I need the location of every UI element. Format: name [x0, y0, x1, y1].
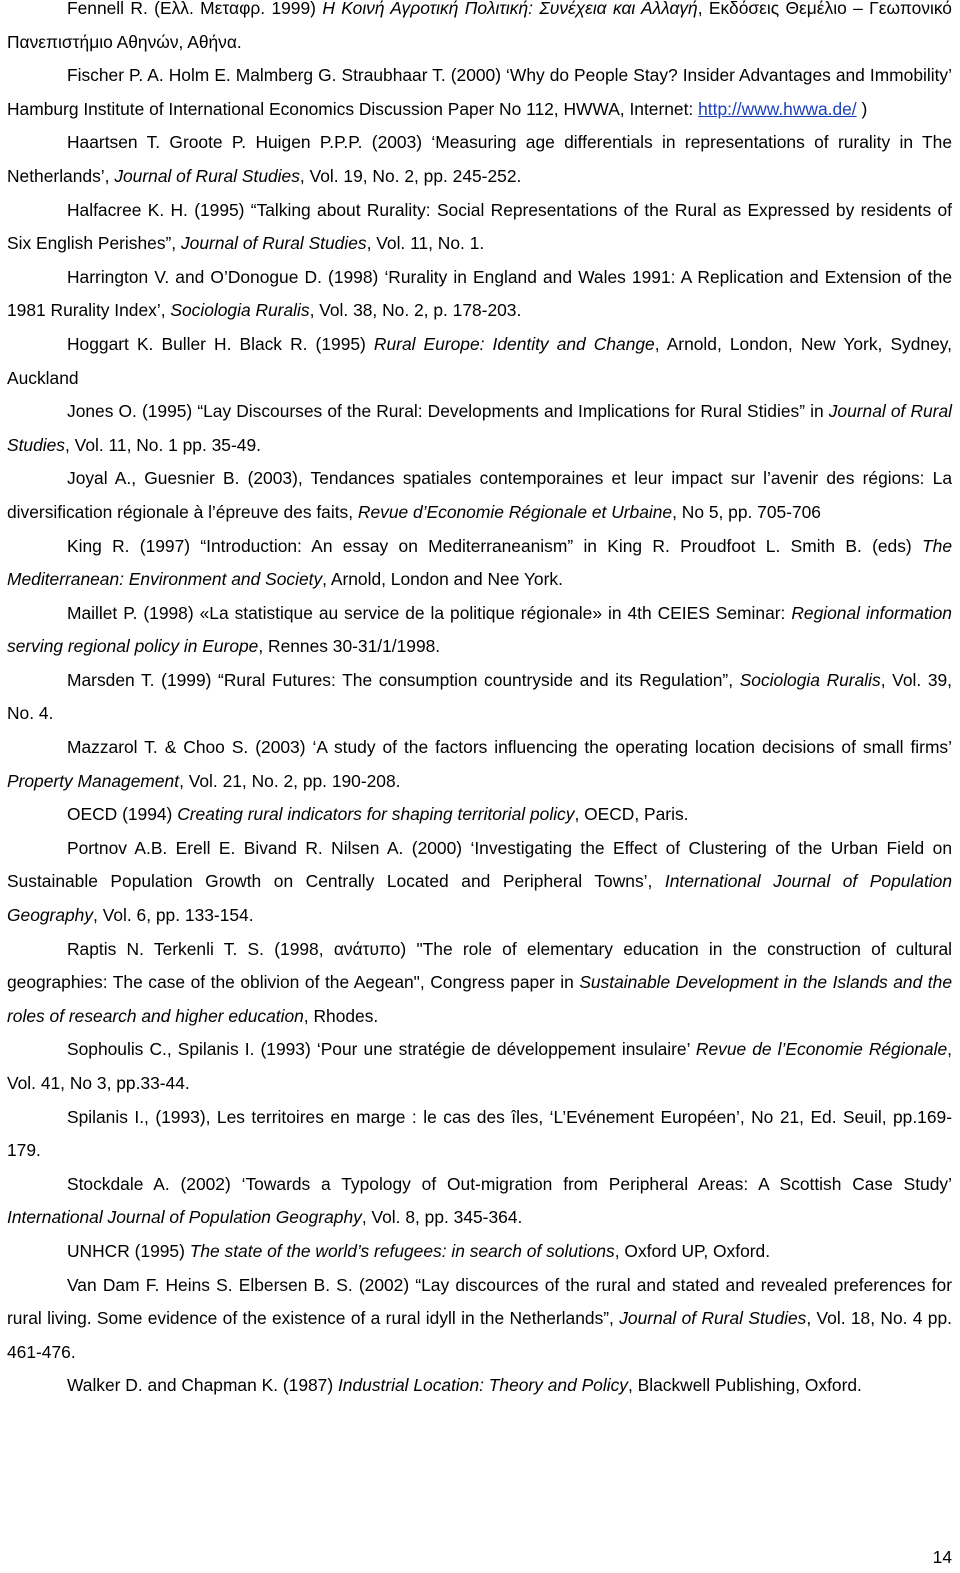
reference-text: King R. (1997) “Introduction: An essay on Mediterraneanism” in King R. Proudfoot L. Smith B. (eds) — [67, 535, 923, 556]
reference-text: , Vol. 8, pp. 345-364. — [361, 1207, 523, 1228]
reference-entry — [7, 126, 952, 193]
page-number: 14 — [932, 1547, 952, 1567]
reference-source-title: Journal of Rural Studies — [619, 1308, 807, 1329]
reference-text: , Vol. 11, No. 1 pp. 35-49. — [65, 434, 261, 455]
reference-source-title: The state of the world’s refugees: in search of solutions — [189, 1240, 615, 1261]
reference-text: , Εκδόσεις Θεμέλιο – Γεωπονικό Πανεπιστήμιο Αθηνών, Αθήνα. — [7, 0, 952, 52]
reference-entry — [7, 1168, 952, 1235]
reference-text: , Vol. 6, pp. 133-154. — [93, 905, 254, 926]
reference-source-title: Creating rural indicators for shaping territorial policy — [177, 804, 575, 825]
reference-text: , OECD, Paris. — [574, 804, 689, 825]
reference-entry — [7, 59, 952, 126]
reference-entry — [7, 1101, 952, 1168]
reference-text: , Rhodes. — [303, 1005, 379, 1026]
reference-text: UNHCR (1995) — [67, 1240, 190, 1261]
reference-text: , Vol. 21, No. 2, pp. 190-208. — [179, 770, 401, 791]
reference-source-title: Journal of Rural Studies — [180, 233, 367, 254]
reference-source-title: International Journal of Population Geography — [7, 871, 952, 926]
reference-entry — [7, 530, 952, 597]
reference-entry — [7, 1369, 952, 1403]
reference-entry — [7, 731, 952, 798]
reference-list — [7, 0, 952, 1403]
reference-text: , Arnold, London, New York, Sydney, Auckland — [7, 333, 952, 388]
reference-text: , Vol. 19, No. 2, pp. 245-252. — [299, 165, 522, 186]
reference-entry — [7, 664, 952, 731]
reference-entry — [7, 1235, 952, 1269]
reference-text: , Vol. 11, No. 1. — [366, 233, 485, 254]
reference-source-title: International Journal of Population Geography — [7, 1207, 362, 1228]
reference-text: Fischer P. A. Holm E. Malmberg G. Straubhaar T. (2000) ‘Why do People Stay? Insider Advantages and Immobility’ Hamburg Institute of International Economics Discussion Paper No 112, HWWA, Internet: — [7, 65, 952, 119]
reference-entry — [7, 597, 952, 664]
reference-text: Marsden T. (1999) “Rural Futures: The consumption countryside and its Regulation”, — [67, 669, 740, 690]
reference-source-title: Revue d’Economie Régionale et Urbaine — [357, 501, 673, 522]
reference-link[interactable]: http://www.hwwa.de/ — [698, 98, 857, 119]
reference-text: , Vol. 39, No. 4. — [7, 669, 952, 724]
reference-source-title: The Mediterranean: Environment and Society — [7, 535, 952, 590]
reference-text: OECD (1994) — [67, 804, 178, 825]
reference-text: , Arnold, London and Nee York. — [322, 569, 563, 590]
reference-text: , No 5, pp. 705-706 — [672, 501, 821, 522]
reference-text: Sophoulis C., Spilanis I. (1993) ‘Pour une stratégie de développement insulaire’ — [67, 1039, 696, 1060]
reference-entry — [7, 1033, 952, 1100]
reference-text: Mazzarol T. & Choo S. (2003) ‘A study of the factors influencing the operating location decisions of small firms’ — [67, 737, 952, 758]
reference-source-title: Journal of Rural Studies — [114, 165, 300, 186]
reference-source-title: Sociologia Ruralis — [170, 300, 310, 321]
reference-entry — [7, 798, 952, 832]
reference-text: Van Dam F. Heins S. Elbersen B. S. (2002) “Lay discources of the rural and stated and revealed preferences for rural living. Some evidence of the existence of a rural idyll in the Netherlands”, — [7, 1274, 952, 1329]
reference-entry — [7, 462, 952, 529]
reference-text: Raptis N. Terkenli T. S. (1998, ανάτυπο) "The role of elementary education in the construction of cultural geographies: The case of the oblivion of the Aegean", Congress paper in — [7, 938, 952, 993]
reference-text: Haartsen T. Groote P. Huigen P.P.P. (2003) ‘Measuring age differentials in representations of rurality in The Netherlands’, — [7, 132, 952, 186]
reference-source-title: Sustainable Development in the Islands and the roles of research and higher education — [7, 972, 952, 1026]
reference-text: , Oxford UP, Oxford. — [614, 1240, 771, 1261]
reference-source-title: Regional information serving regional policy in Europe — [7, 602, 952, 657]
reference-entry — [7, 832, 952, 933]
reference-source-title: Revue de l’Economie Régionale — [695, 1039, 948, 1060]
reference-text: , Blackwell Publishing, Oxford. — [627, 1375, 862, 1396]
reference-entry — [7, 0, 952, 59]
reference-text: , Vol. 18, No. 4 pp. 461-476. — [7, 1308, 952, 1362]
reference-text: ) — [856, 98, 868, 119]
reference-text: Stockdale A. (2002) ‘Towards a Typology of Out-migration from Peripheral Areas: A Scottish Case Study’ — [67, 1173, 952, 1194]
reference-entry — [7, 1269, 952, 1370]
reference-entry — [7, 395, 952, 462]
reference-entry — [7, 261, 952, 328]
reference-text: , Rennes 30-31/1/1998. — [258, 636, 441, 657]
reference-text: Hoggart K. Buller H. Black R. (1995) — [67, 333, 374, 354]
reference-text: , Vol. 41, No 3, pp.33-44. — [7, 1039, 952, 1093]
reference-source-title: Η Κοινή Αγροτική Πολιτική: Συνέχεια και Αλλαγή — [322, 0, 698, 18]
reference-text: Jones O. (1995) “Lay Discourses of the Rural: Developments and Implications for Rural Stidies” in — [67, 401, 829, 422]
reference-text: Maillet P. (1998) «La statistique au service de la politique régionale» in 4th CEIES Seminar: — [67, 602, 792, 623]
reference-source-title: Journal of Rural Studies — [7, 401, 953, 455]
reference-text: Portnov A.B. Erell E. Bivand R. Nilsen A. (2000) ‘Investigating the Effect of Clustering of the Urban Field on Sustainable Population Growth on Centrally Located and Peripheral Towns’, — [7, 837, 952, 892]
reference-text: Halfacree K. H. (1995) “Talking about Rurality: Social Representations of the Rural as Expressed by residents of Six English Perishes”, — [7, 199, 952, 254]
reference-source-title: Rural Europe: Identity and Change — [373, 333, 655, 354]
reference-entry — [7, 194, 952, 261]
reference-text: Walker D. and Chapman K. (1987) — [67, 1375, 338, 1396]
reference-source-title: Property Management — [7, 770, 180, 791]
reference-text: Fennell R. (Ελλ. Μεταφρ. 1999) — [67, 0, 323, 18]
reference-text: Joyal A., Guesnier B. (2003), Tendances spatiales contemporaines et leur impact sur l’avenir des régions: La diversification régionale à l’épreuve des faits, — [7, 468, 952, 522]
reference-entry — [7, 933, 952, 1034]
reference-text: , Vol. 38, No. 2, p. 178-203. — [309, 300, 522, 321]
reference-text: Spilanis I., (1993), Les territoires en marge : le cas des îles, ‘L’Evénement Européen’, No 21, Ed. Seuil, pp.169-179. — [7, 1106, 952, 1161]
reference-entry — [7, 328, 952, 395]
reference-text: Harrington V. and O’Donogue D. (1998) ‘Rurality in England and Wales 1991: A Replication and Extension of the 1981 Rurality Index’, — [7, 266, 952, 321]
reference-source-title: Industrial Location: Theory and Policy — [337, 1375, 628, 1396]
reference-source-title: Sociologia Ruralis — [739, 669, 881, 690]
